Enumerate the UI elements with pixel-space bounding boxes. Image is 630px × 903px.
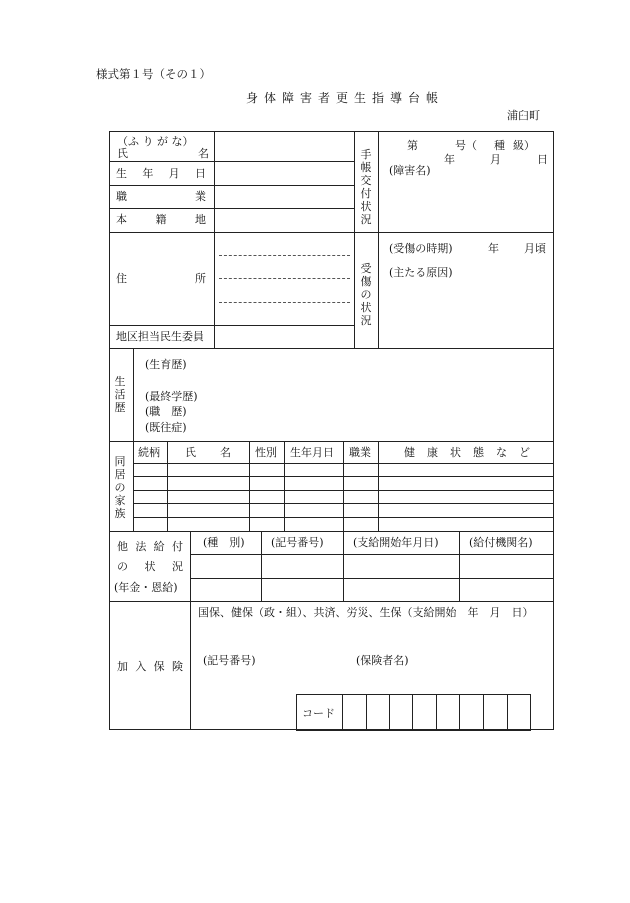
family-label: 同居の家族 [114,455,126,520]
town-name: 浦臼町 [507,109,540,122]
furigana-label: （ふ り が な） [117,135,194,148]
page-title: 身体障害者更生指導台帳 [246,91,445,105]
notebook-number-label: 第 [407,139,418,152]
form-number: 様式第１号（その１） [96,67,211,81]
injury-time-label: (受傷の時期) [389,242,453,255]
col-name: 氏 名 [185,446,231,459]
district-commissioner-label: 地区担当民生委員 [116,330,204,343]
insurance-types: 国保、健保（政・組）、共済、労災、生保（支給開始 年 月 日） [198,606,534,619]
life-history-label: 生活歴 [114,375,126,414]
injury-year: 年 [488,242,499,255]
final-education-label: (最終学歴) [145,390,198,403]
col-benefit-agency: (給付機関名) [469,536,533,549]
address-label: 住 所 [116,272,206,285]
other-benefits-label-2: の 状 況 [117,560,183,573]
col-dob: 生年月日 [290,446,334,459]
notebook-day: 日 [537,153,548,166]
injury-month: 月頃 [524,242,546,255]
other-benefits-label-3: (年金・恩給) [114,581,178,594]
work-history-label: (職 歴) [145,405,187,418]
col-benefit-symbol: (記号番号) [271,536,324,549]
col-relation: 続柄 [138,446,160,459]
grade-suffix: 級） [513,139,535,152]
upbringing-label: (生育歴) [145,358,187,371]
name-label-b: 名 [198,147,209,160]
dob-label: 生 年 月 日 [116,167,206,180]
notebook-number-suffix: 号（ [455,139,477,152]
domicile-label: 本 籍 地 [116,213,206,226]
col-sex: 性別 [255,446,277,459]
col-benefit-start: (支給開始年月日) [353,536,439,549]
name-label-a: 氏 [117,147,128,160]
col-benefit-type: (種 別) [203,536,245,549]
injury-status-label: 受傷の状況 [360,262,372,327]
col-health: 健 康 状 態 な ど [404,446,530,459]
insurance-symbol-number: (記号番号) [203,654,256,667]
notebook-month: 月 [490,153,501,166]
col-job: 職業 [349,446,371,459]
occupation-label: 職 業 [116,190,206,203]
past-illness-label: (既往症) [145,421,187,434]
other-benefits-label-1: 他 法 給 付 [117,540,183,553]
notebook-status-label: 手帳交付状況 [360,148,372,226]
insurance-label: 加 入 保 険 [117,660,183,673]
disability-name-label: (障害名) [389,164,431,177]
insurer-name: (保険者名) [356,654,409,667]
code-label: コード [302,707,335,720]
notebook-year: 年 [444,153,455,166]
main-cause-label: (主たる原因) [389,266,453,279]
grade-label: 種 [494,139,505,152]
